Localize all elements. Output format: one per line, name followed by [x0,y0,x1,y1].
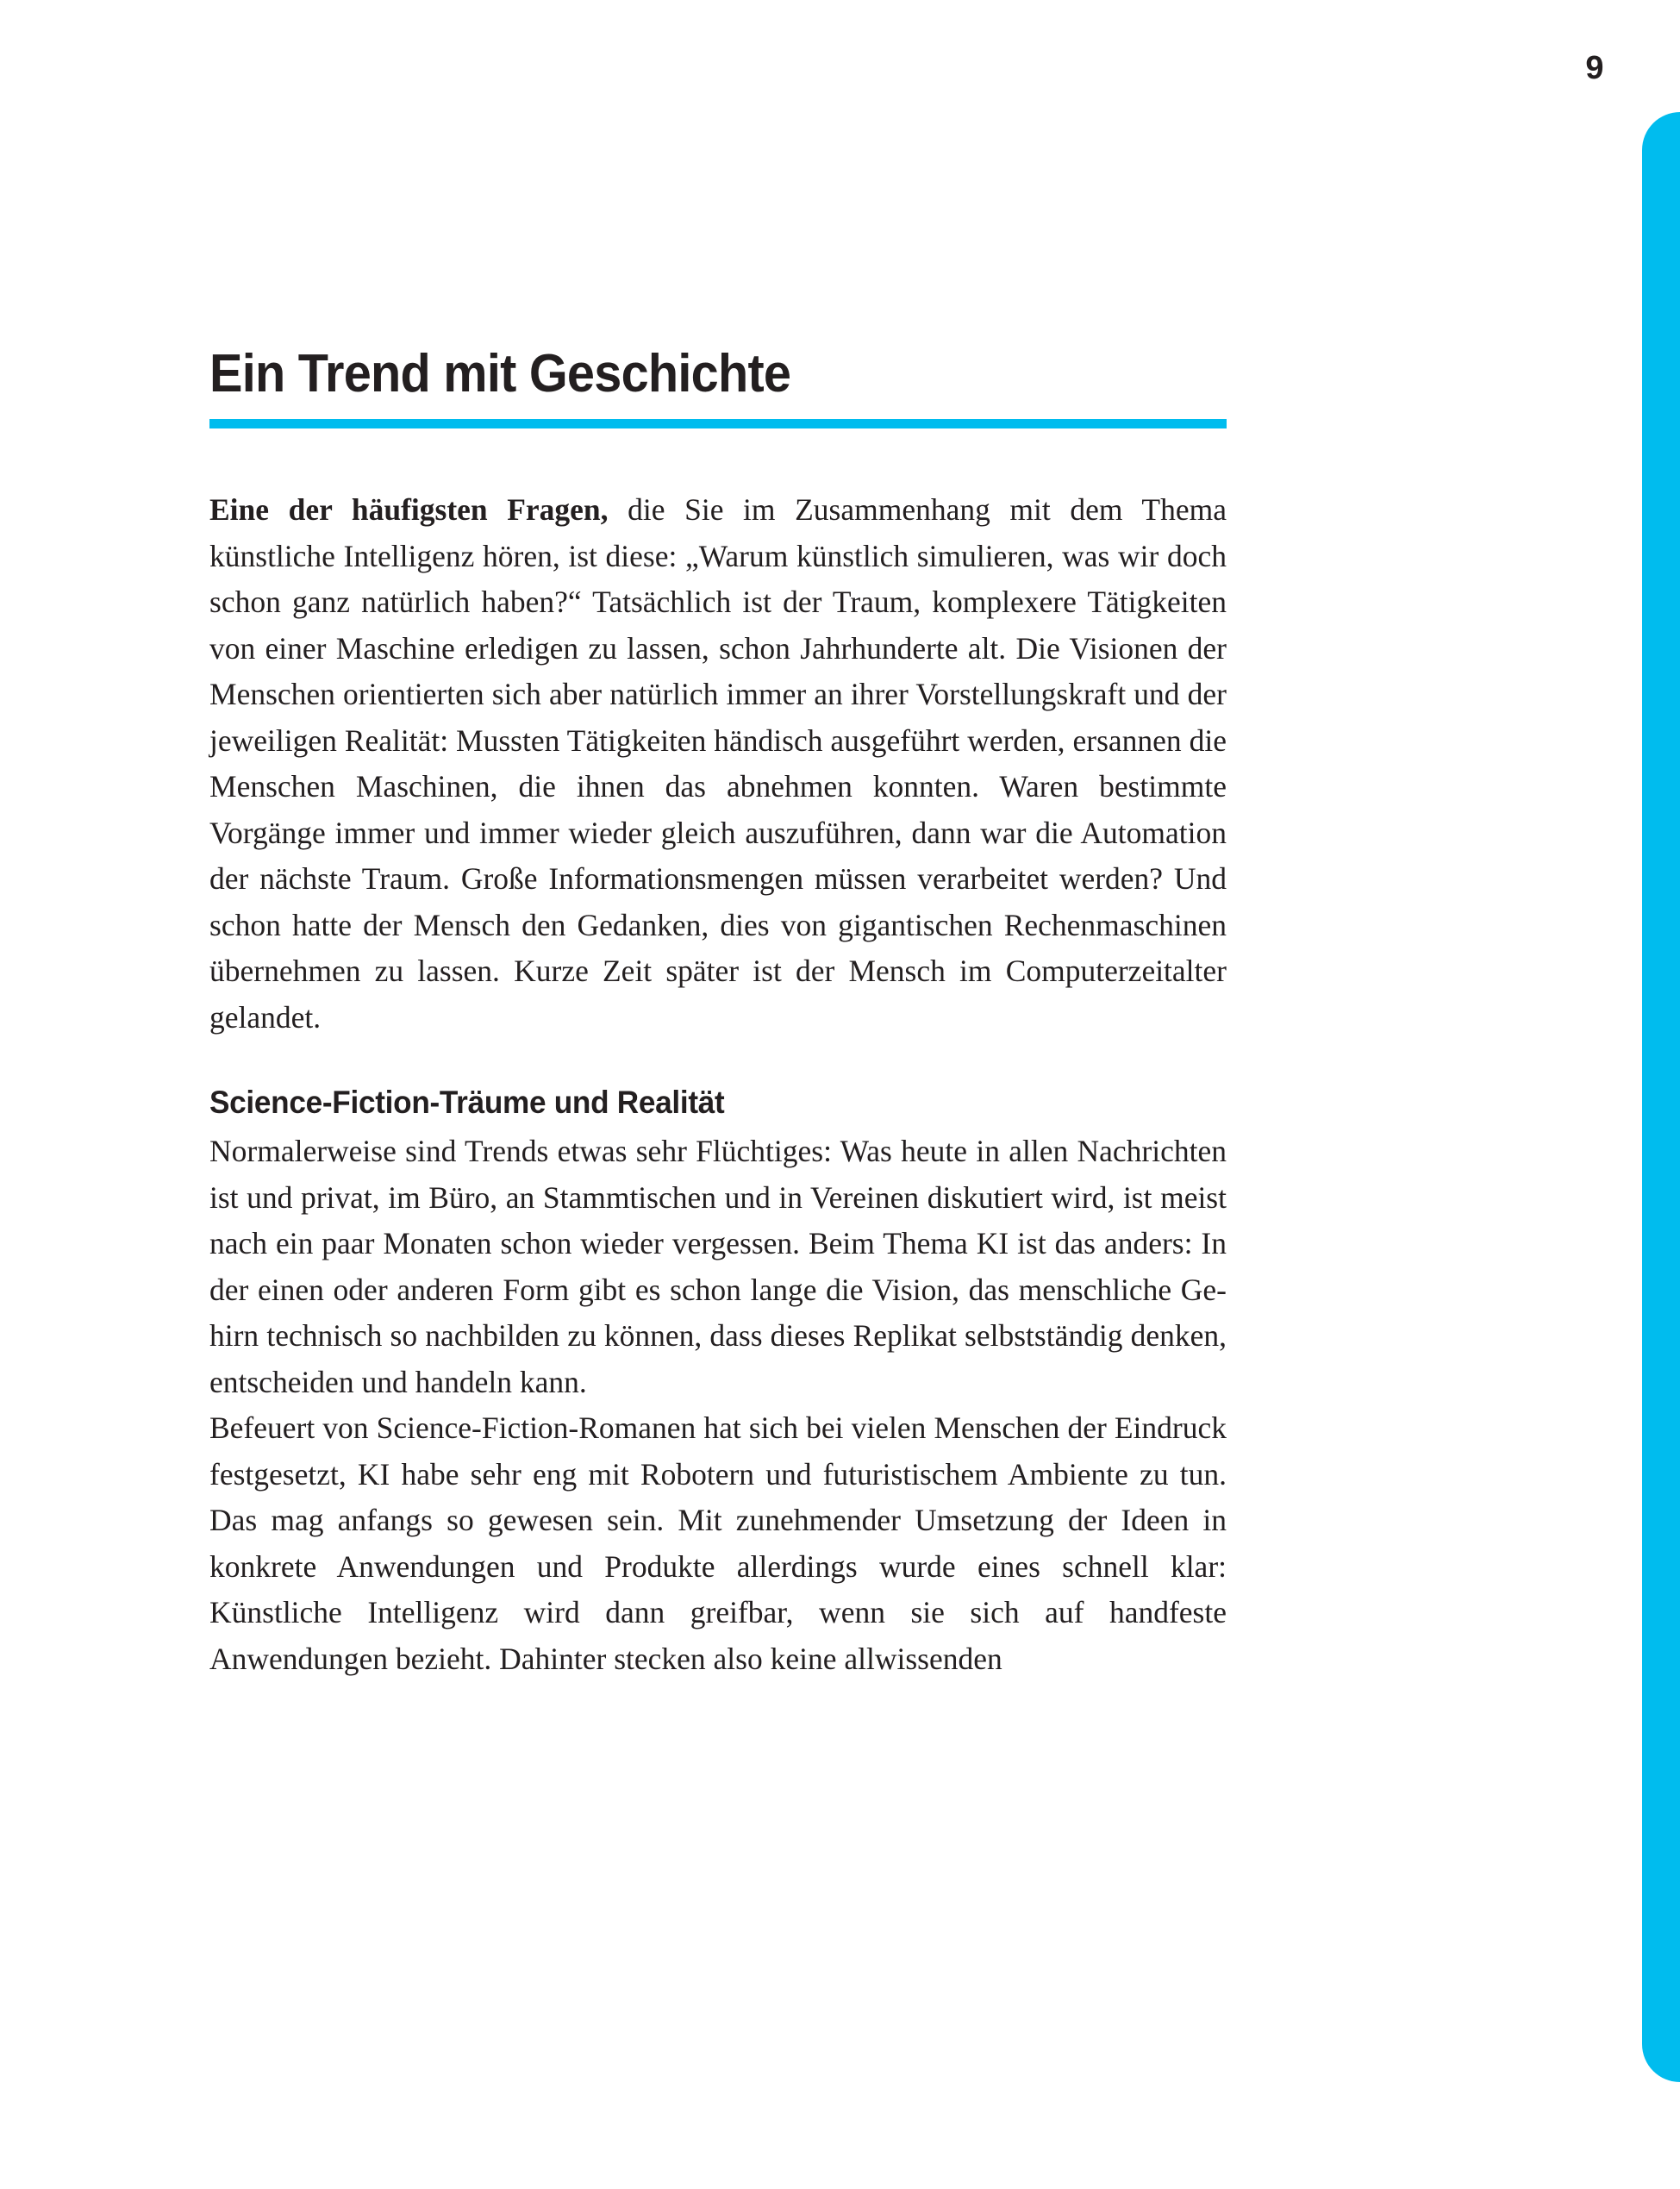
paragraph-2: Normalerweise sind Trends etwas sehr Flüchtiges: Was heute in allen Nachrichten ist und privat, im Büro, an Stammtischen und in Vereinen diskutiert wird, ist meist nach ein paar Monaten schon wieder vergessen. Beim Thema KI ist das anders: In der einen oder anderen Form gibt es schon lange die Vision, das menschliche Gehirn technisch so nachbilden zu können, dass dieses Replikat selbstständig denken, entscheiden und handeln kann. [209,1134,1227,1399]
page-number: 9 [1585,50,1603,86]
section-subheading: Science-Fiction-Träume und Realität [209,1085,725,1120]
page-content [209,343,1227,1682]
paragraph-1-text: die Sie im Zusammenhang mit dem Thema künstliche Intelligenz hören, ist diese: „Warum künstlich simulieren, was wir doch schon ganz natürlich haben?“ Tatsächlich ist der Traum, komplexere Tätigkeiten von einer Maschine erledigen zu lassen, schon Jahrhunderte alt. Die Visionen der Menschen orientierten sich aber natürlich immer an ihrer Vorstellungskraft und der jeweiligen Realität: Mussten Tätigkeiten händisch ausgeführt werden, ersannen die Menschen Maschinen, die ihnen das abnehmen konnten. Waren bestimmte Vorgänge immer und immer wieder gleich auszuführen, dann war die Automation der nächste Traum. Große Informationsmengen müssen verarbeitet werden? Und schon hatte der Mensch den Gedanken, dies von gigantischen Rechenmaschinen übernehmen zu lassen. Kurze Zeit später ist der Mensch im Computerzeitalter gelandet. [209,492,1227,1035]
lead-paragraph-block [209,487,1227,1041]
chapter-title: Ein Trend mit Geschichte [209,344,791,403]
paragraph-1 [209,487,1227,1041]
title-underline-rule [209,419,1227,428]
paragraph-1-lead-in: Eine der häufigsten Fragen, [209,492,609,527]
paragraph-3: Befeuert von Science-Fiction-Romanen hat sich bei vielen Menschen der Eindruck festgesetzt, KI habe sehr eng mit Robotern und futuristischem Ambiente zu tun. Das mag anfangs so gewesen sein. Mit zunehmender Umsetzung der Ideen in konkrete Anwendungen und Produkte allerdings wurde eines schnell klar: Künstliche Intelligenz wird dann greifbar, wenn sie sich auf handfeste Anwendungen bezieht. Dahinter stecken also keine allwissenden [209,1410,1227,1676]
page-edge-tab [1642,112,1680,2082]
